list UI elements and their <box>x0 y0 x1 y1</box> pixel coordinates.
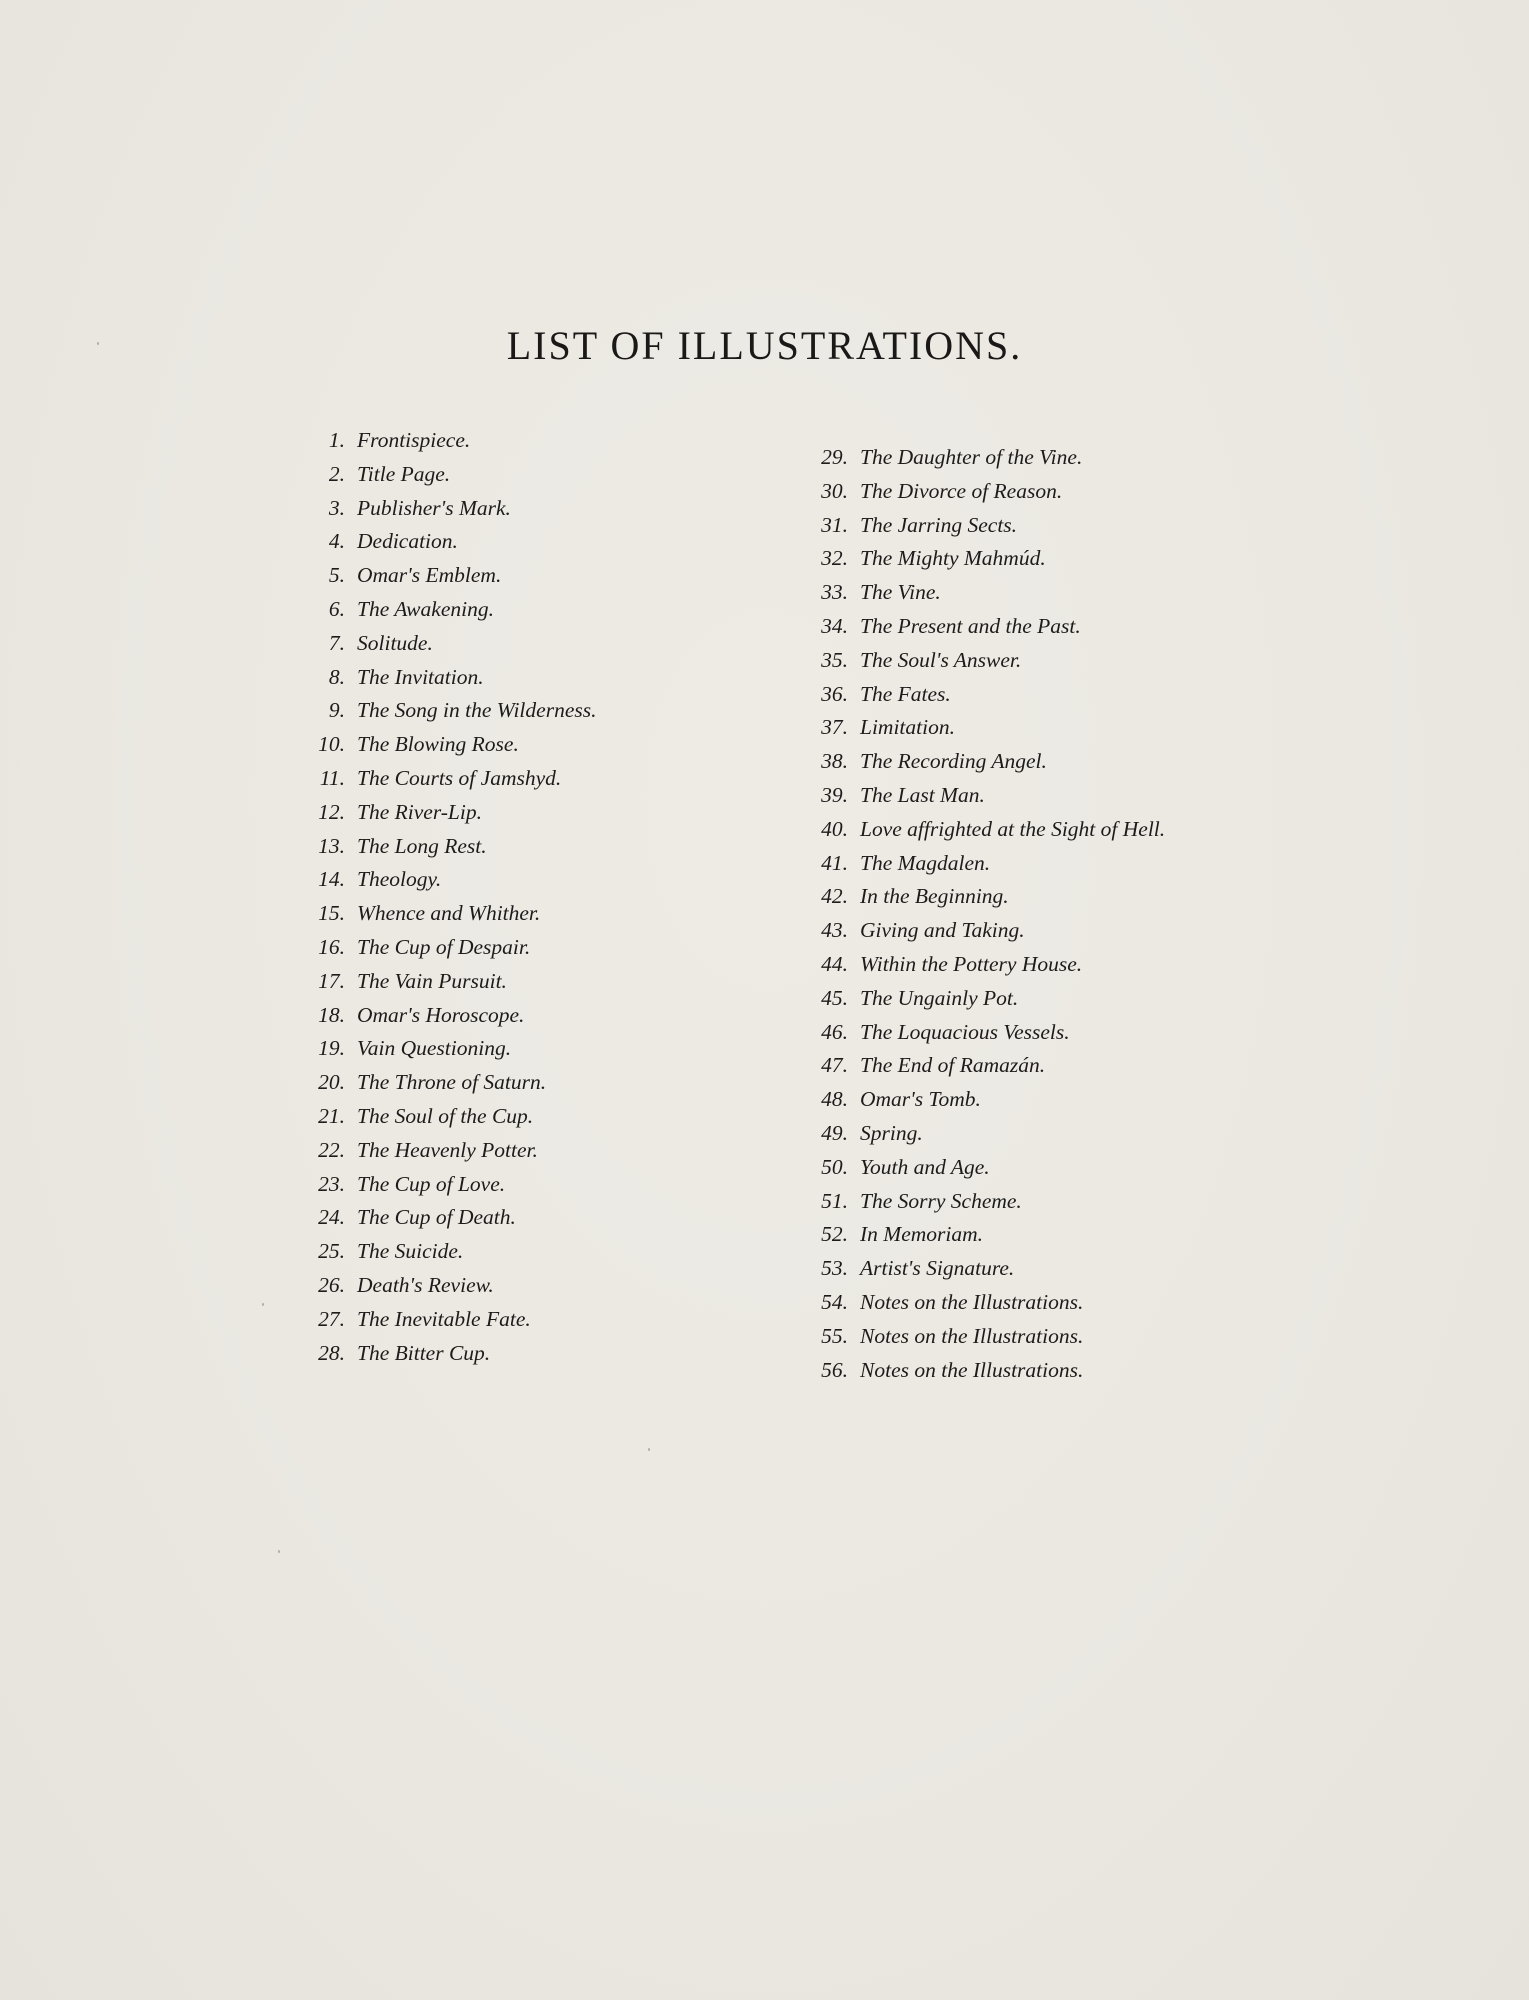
illustrations-list-left <box>305 424 596 1370</box>
illustration-number: 7. <box>328 630 345 655</box>
illustration-entry <box>808 1083 1165 1117</box>
illustration-entry <box>808 1320 1165 1354</box>
illustration-title: Artist's Signature. <box>860 1256 1015 1281</box>
illustration-entry <box>305 492 596 526</box>
illustration-title: The Cup of Despair. <box>357 934 531 959</box>
illustration-title: The Divorce of Reason. <box>860 478 1063 503</box>
illustration-title: The Vine. <box>860 580 941 605</box>
illustration-entry <box>305 424 596 458</box>
illustration-entry <box>808 576 1165 610</box>
paper-speck <box>648 1448 650 1451</box>
illustration-title: The Vain Pursuit. <box>357 968 507 993</box>
paper-speck <box>97 342 99 345</box>
illustration-title: The Cup of Love. <box>357 1171 506 1196</box>
illustration-title: The Awakening. <box>357 596 494 621</box>
illustration-title: The Suicide. <box>357 1239 464 1264</box>
illustration-title: Publisher's Mark. <box>357 495 511 520</box>
illustration-entry <box>305 1168 596 1202</box>
illustration-title: Title Page. <box>357 461 451 486</box>
illustration-number: 44. <box>821 951 848 976</box>
illustration-number: 48. <box>821 1087 848 1112</box>
illustration-title: The Invitation. <box>357 664 484 689</box>
illustration-number: 14. <box>318 867 345 892</box>
illustration-number: 17. <box>318 968 345 993</box>
illustration-title: The Blowing Rose. <box>357 732 519 757</box>
illustration-title: The Loquacious Vessels. <box>860 1019 1070 1044</box>
illustration-entry <box>305 1134 596 1168</box>
illustration-title: Spring. <box>860 1120 923 1145</box>
illustration-entry <box>808 475 1165 509</box>
illustration-entry <box>305 762 596 796</box>
illustration-number: 12. <box>318 799 345 824</box>
illustration-entry <box>305 1235 596 1269</box>
illustration-entry <box>305 1032 596 1066</box>
illustration-number: 39. <box>821 782 848 807</box>
illustration-number: 41. <box>821 850 848 875</box>
illustration-number: 16. <box>318 934 345 959</box>
illustration-entry <box>305 1100 596 1134</box>
illustration-title: Notes on the Illustrations. <box>860 1357 1084 1382</box>
illustration-number: 10. <box>318 732 345 757</box>
illustration-number: 49. <box>821 1120 848 1145</box>
page-title: LIST OF ILLUSTRATIONS. <box>506 323 1023 368</box>
illustration-entry <box>808 880 1165 914</box>
illustration-title: In Memoriam. <box>860 1222 984 1247</box>
illustration-title: Whence and Whither. <box>357 901 541 926</box>
illustration-entry <box>305 1066 596 1100</box>
illustration-entry <box>305 965 596 999</box>
illustration-entry <box>808 678 1165 712</box>
illustration-entry <box>808 1354 1165 1388</box>
illustration-entry <box>305 593 596 627</box>
illustration-entry <box>305 999 596 1033</box>
illustration-title: Giving and Taking. <box>860 918 1025 943</box>
illustration-number: 52. <box>821 1222 848 1247</box>
illustration-entry <box>305 931 596 965</box>
illustration-title: Omar's Emblem. <box>357 563 502 588</box>
illustration-number: 31. <box>821 512 848 537</box>
illustration-number: 27. <box>318 1306 345 1331</box>
illustration-number: 29. <box>821 445 848 469</box>
illustration-entry <box>305 1201 596 1235</box>
illustration-number: 4. <box>328 529 345 554</box>
illustration-title: The River-Lip. <box>357 799 482 824</box>
illustration-title: Death's Review. <box>357 1272 494 1297</box>
illustration-number: 18. <box>318 1002 345 1027</box>
illustration-entry <box>305 728 596 762</box>
illustration-title: Notes on the Illustrations. <box>860 1323 1084 1348</box>
paper-speck <box>262 1303 264 1306</box>
illustration-title: The Song in the Wilderness. <box>357 698 597 723</box>
illustration-title: The Ungainly Pot. <box>860 985 1019 1010</box>
illustration-title: Youth and Age. <box>860 1154 990 1179</box>
illustration-title: Within the Pottery House. <box>860 951 1083 976</box>
illustration-number: 47. <box>821 1053 848 1078</box>
illustration-entry <box>808 914 1165 948</box>
illustration-title: The Daughter of the Vine. <box>860 445 1083 469</box>
illustration-entry <box>808 1185 1165 1219</box>
illustration-number: 30. <box>821 478 848 503</box>
illustration-entry <box>808 948 1165 982</box>
illustration-number: 42. <box>821 884 848 909</box>
illustration-entry <box>808 542 1165 576</box>
illustration-title: Love affrighted at the Sight of Hell. <box>860 816 1166 841</box>
illustration-entry <box>808 847 1165 881</box>
illustration-entry <box>808 644 1165 678</box>
illustration-number: 34. <box>821 613 848 638</box>
illustration-number: 13. <box>318 833 345 858</box>
illustration-title: The Heavenly Potter. <box>357 1137 538 1162</box>
illustration-entry <box>305 661 596 695</box>
illustration-number: 8. <box>328 664 345 689</box>
illustration-title: The Mighty Mahmúd. <box>860 546 1046 571</box>
illustration-number: 15. <box>318 901 345 926</box>
illustration-number: 6. <box>328 596 345 621</box>
illustration-entry <box>808 745 1165 779</box>
illustration-entry <box>808 1286 1165 1320</box>
illustration-number: 35. <box>821 647 848 672</box>
illustration-entry <box>808 982 1165 1016</box>
illustration-entry <box>808 1252 1165 1286</box>
illustration-entry <box>808 1016 1165 1050</box>
illustration-entry <box>808 711 1165 745</box>
illustration-title: The Cup of Death. <box>357 1205 516 1230</box>
illustration-number: 33. <box>821 580 848 605</box>
illustration-entry <box>305 627 596 661</box>
illustration-entry <box>305 1269 596 1303</box>
illustration-title: The Throne of Saturn. <box>357 1070 547 1095</box>
illustration-entry <box>808 813 1165 847</box>
illustration-entry <box>808 610 1165 644</box>
illustration-number: 24. <box>318 1205 345 1230</box>
illustration-number: 46. <box>821 1019 848 1044</box>
illustration-entry <box>808 779 1165 813</box>
illustration-title: The Long Rest. <box>357 833 487 858</box>
illustration-number: 5. <box>328 563 345 588</box>
illustration-title: The Present and the Past. <box>860 613 1081 638</box>
illustration-entry <box>808 509 1165 543</box>
illustration-entry <box>808 1117 1165 1151</box>
illustration-number: 45. <box>821 985 848 1010</box>
illustration-title: The Inevitable Fate. <box>357 1306 531 1331</box>
illustration-number: 25. <box>318 1239 345 1264</box>
illustration-number: 32. <box>821 546 848 571</box>
illustration-number: 11. <box>319 765 345 790</box>
illustration-number: 51. <box>821 1188 848 1213</box>
illustration-number: 26. <box>318 1272 345 1297</box>
illustration-title: Theology. <box>357 867 442 892</box>
illustration-entry <box>305 863 596 897</box>
illustration-title: The Jarring Sects. <box>860 512 1018 537</box>
illustration-entry <box>305 458 596 492</box>
illustration-title: The Soul's Answer. <box>860 647 1022 672</box>
illustration-number: 22. <box>318 1137 345 1162</box>
illustration-number: 37. <box>821 715 848 740</box>
illustration-title: Solitude. <box>357 630 433 655</box>
illustration-title: Frontispiece. <box>357 428 471 452</box>
illustration-number: 40. <box>821 816 848 841</box>
illustration-title: Omar's Horoscope. <box>357 1002 525 1027</box>
illustration-number: 50. <box>821 1154 848 1179</box>
illustration-entry <box>305 559 596 593</box>
illustration-title: Vain Questioning. <box>357 1036 512 1061</box>
illustration-title: Notes on the Illustrations. <box>860 1289 1084 1314</box>
paper-speck <box>278 1550 280 1553</box>
illustration-title: The Last Man. <box>860 782 985 807</box>
illustration-number: 9. <box>328 698 345 723</box>
illustration-number: 2. <box>328 461 345 486</box>
illustration-title: The Magdalen. <box>860 850 991 875</box>
illustration-entry <box>305 796 596 830</box>
illustration-number: 20. <box>318 1070 345 1095</box>
illustration-title: The Recording Angel. <box>860 749 1047 774</box>
illustration-number: 36. <box>821 681 848 706</box>
illustration-title: Limitation. <box>860 715 955 740</box>
illustration-number: 53. <box>821 1256 848 1281</box>
illustration-entry <box>808 441 1165 475</box>
illustration-number: 21. <box>318 1103 345 1128</box>
illustration-number: 19. <box>318 1036 345 1061</box>
illustration-number: 55. <box>821 1323 848 1348</box>
illustration-entry <box>305 525 596 559</box>
illustration-title: Omar's Tomb. <box>860 1087 981 1112</box>
illustration-number: 56. <box>821 1357 848 1382</box>
illustration-entry <box>305 694 596 728</box>
illustration-entry <box>808 1049 1165 1083</box>
illustration-title: The Soul of the Cup. <box>357 1103 534 1128</box>
illustration-title: In the Beginning. <box>860 884 1009 909</box>
illustration-number: 1. <box>328 428 345 452</box>
illustration-number: 3. <box>328 495 345 520</box>
illustration-entry <box>808 1218 1165 1252</box>
illustration-entry <box>305 1303 596 1337</box>
illustration-title: The Bitter Cup. <box>357 1340 491 1365</box>
illustration-title: The End of Ramazán. <box>860 1053 1046 1078</box>
illustration-title: The Sorry Scheme. <box>860 1188 1022 1213</box>
illustration-entry <box>305 897 596 931</box>
illustration-number: 28. <box>318 1340 345 1365</box>
illustration-title: The Fates. <box>860 681 951 706</box>
illustration-number: 43. <box>821 918 848 943</box>
illustration-number: 38. <box>821 749 848 774</box>
illustration-entry <box>305 830 596 864</box>
illustration-number: 23. <box>318 1171 345 1196</box>
illustration-title: The Courts of Jamshyd. <box>357 765 562 790</box>
illustration-title: Dedication. <box>357 529 458 554</box>
illustration-entry <box>305 1337 596 1371</box>
illustrations-list-right <box>808 441 1165 1387</box>
illustration-entry <box>808 1151 1165 1185</box>
illustration-number: 54. <box>821 1289 848 1314</box>
